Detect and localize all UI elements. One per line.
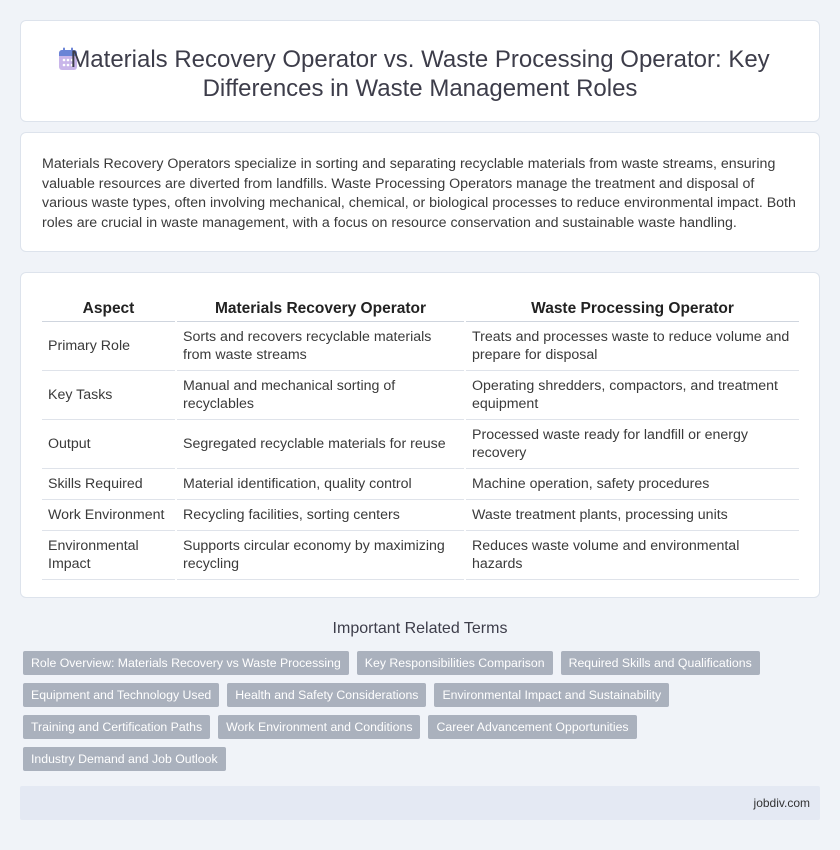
intro-paragraph: Materials Recovery Operators specialize in sorting and separating recyclable materials from waste streams, ensuring valuable resources are diverted from landfills. Waste Processing Operators manage the treatment and disposal of various waste types, often involving mechanical, chemical, or biological processes to reduce environmental impact. Both roles are crucial in waste management, with a focus on resource conservation and sustainable waste handling.	[42, 156, 796, 231]
page-title: Materials Recovery Operator vs. Waste Processing Operator: Key Differences in Waste Management Roles	[70, 46, 770, 102]
table-row	[42, 321, 799, 370]
related-term-tag[interactable]: Work Environment and Conditions	[218, 715, 420, 739]
related-term-tag[interactable]: Training and Certification Paths	[23, 715, 210, 739]
row-materials-recovery: Supports circular economy by maximizing recycling	[176, 530, 465, 579]
related-term-tag[interactable]: Role Overview: Materials Recovery vs Waste Processing	[23, 651, 349, 675]
row-waste-processing: Waste treatment plants, processing units	[465, 499, 799, 530]
table-row	[42, 419, 799, 468]
table-row	[42, 499, 799, 530]
related-terms-title: Important Related Terms	[332, 620, 508, 637]
row-waste-processing: Treats and processes waste to reduce volume and prepare for disposal	[465, 321, 799, 370]
row-materials-recovery: Manual and mechanical sorting of recyclables	[176, 370, 465, 419]
row-waste-processing: Reduces waste volume and environmental hazards	[465, 530, 799, 579]
row-waste-processing: Machine operation, safety procedures	[465, 468, 799, 499]
table-header-row	[42, 295, 799, 321]
footer-site-link[interactable]: jobdiv.com	[753, 796, 810, 810]
table-row	[42, 370, 799, 419]
row-aspect: Skills Required	[42, 468, 176, 499]
row-aspect: Environmental Impact	[42, 530, 176, 579]
related-term-tag[interactable]: Industry Demand and Job Outlook	[23, 747, 226, 771]
footer	[20, 786, 820, 820]
row-materials-recovery: Recycling facilities, sorting centers	[176, 499, 465, 530]
table-row	[42, 530, 799, 579]
related-terms-list	[23, 651, 783, 779]
comparison-table	[42, 295, 799, 580]
header-materials-recovery: Materials Recovery Operator	[176, 295, 465, 321]
related-term-tag[interactable]: Career Advancement Opportunities	[428, 715, 636, 739]
intro-card	[20, 132, 820, 252]
row-aspect: Key Tasks	[42, 370, 176, 419]
table-row	[42, 468, 799, 499]
related-term-tag[interactable]: Key Responsibilities Comparison	[357, 651, 553, 675]
row-waste-processing: Processed waste ready for landfill or energy recovery	[465, 419, 799, 468]
row-materials-recovery: Material identification, quality control	[176, 468, 465, 499]
related-term-tag[interactable]: Environmental Impact and Sustainability	[434, 683, 669, 707]
header-waste-processing: Waste Processing Operator	[465, 295, 799, 321]
related-term-tag[interactable]: Required Skills and Qualifications	[561, 651, 760, 675]
comparison-card	[20, 272, 820, 598]
related-term-tag[interactable]: Health and Safety Considerations	[227, 683, 426, 707]
row-aspect: Work Environment	[42, 499, 176, 530]
title-card	[20, 20, 820, 122]
row-materials-recovery: Segregated recyclable materials for reuse	[176, 419, 465, 468]
related-term-tag[interactable]: Equipment and Technology Used	[23, 683, 219, 707]
row-aspect: Primary Role	[42, 321, 176, 370]
row-materials-recovery: Sorts and recovers recyclable materials from waste streams	[176, 321, 465, 370]
row-waste-processing: Operating shredders, compactors, and treatment equipment	[465, 370, 799, 419]
row-aspect: Output	[42, 419, 176, 468]
header-aspect: Aspect	[42, 295, 176, 321]
